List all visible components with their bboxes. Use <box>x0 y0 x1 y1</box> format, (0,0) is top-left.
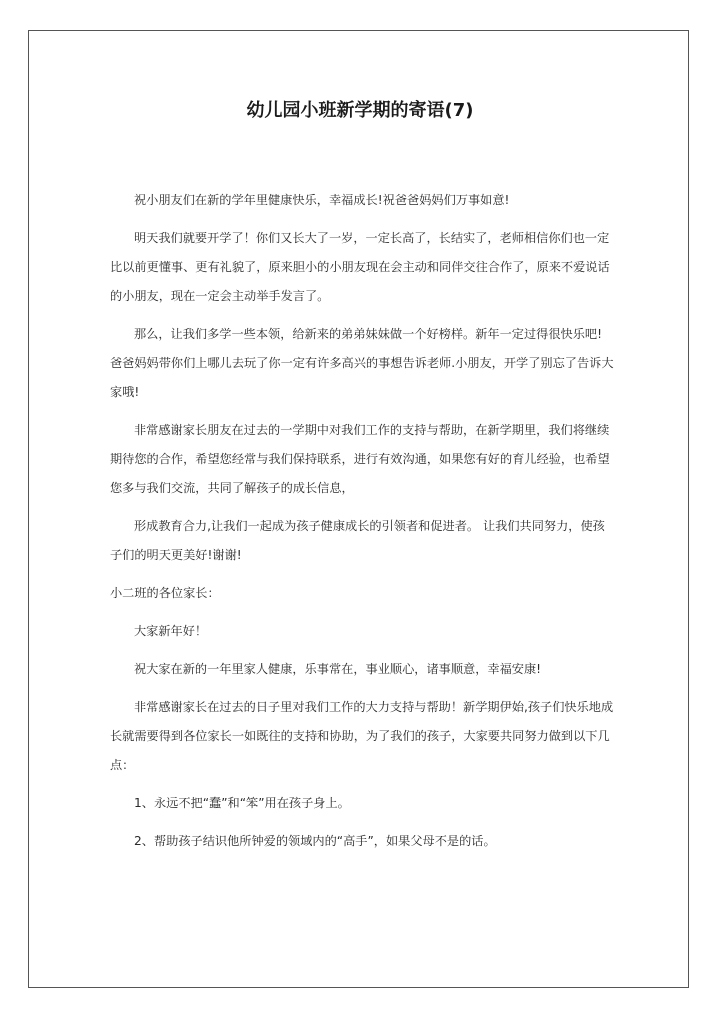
paragraph-thanks-parents: 非常感谢家长朋友在过去的一学期中对我们工作的支持与帮助，在新学期里，我们将继续期待您的合作，希望您经常与我们保持联系，进行有效沟通，如果您有好的育儿经验，也希望您多与我们交流，共同了解孩子的成长信息， <box>110 423 610 495</box>
paragraph-wishes: 祝小朋友们在新的学年里健康快乐，幸福成长!祝爸爸妈妈们万事如意! <box>134 193 510 207</box>
paragraph-role-model: 那么，让我们多学一些本领，给新来的弟弟妹妹做一个好榜样。新年一定过得很快乐吧!爸爸妈妈带你们上哪儿去玩了你一定有许多高兴的事想告诉老师.小朋友，开学了别忘了告诉大家哦! <box>110 327 614 399</box>
paragraph-joint-effort: 形成教育合力,让我们一起成为孩子健康成长的引领者和促进者。 让我们共同努力，使孩子们的明天更美好!谢谢! <box>110 519 605 562</box>
list-item-1: 1、永远不把“蠢”和“笨”用在孩子身上。 <box>134 796 350 810</box>
paragraph-support: 非常感谢家长在过去的日子里对我们工作的大力支持与帮助！新学期伊始,孩子们快乐地成长就需要得到各位家长一如既往的支持和协助，为了我们的孩子，大家要共同努力做到以下几点： <box>110 700 614 772</box>
paragraph-new-year-wishes: 祝大家在新的一年里家人健康，乐事常在，事业顺心，诸事顺意，幸福安康! <box>134 662 542 676</box>
salutation: 小二班的各位家长： <box>110 586 220 600</box>
document-title: 幼儿园小班新学期的寄语(7) <box>246 100 474 121</box>
document-body <box>110 186 614 865</box>
greeting: 大家新年好！ <box>134 624 208 638</box>
paragraph-school-start: 明天我们就要开学了！你们又长大了一岁，一定长高了，长结实了，老师相信你们也一定比以前更懂事、更有礼貌了，原来胆小的小朋友现在会主动和同伴交往合作了，原来不爱说话的小朋友，现在一定会主动举手发言了。 <box>110 231 610 303</box>
list-item-2: 2、帮助孩子结识他所钟爱的领域内的“高手”，如果父母不是的话。 <box>134 834 496 848</box>
